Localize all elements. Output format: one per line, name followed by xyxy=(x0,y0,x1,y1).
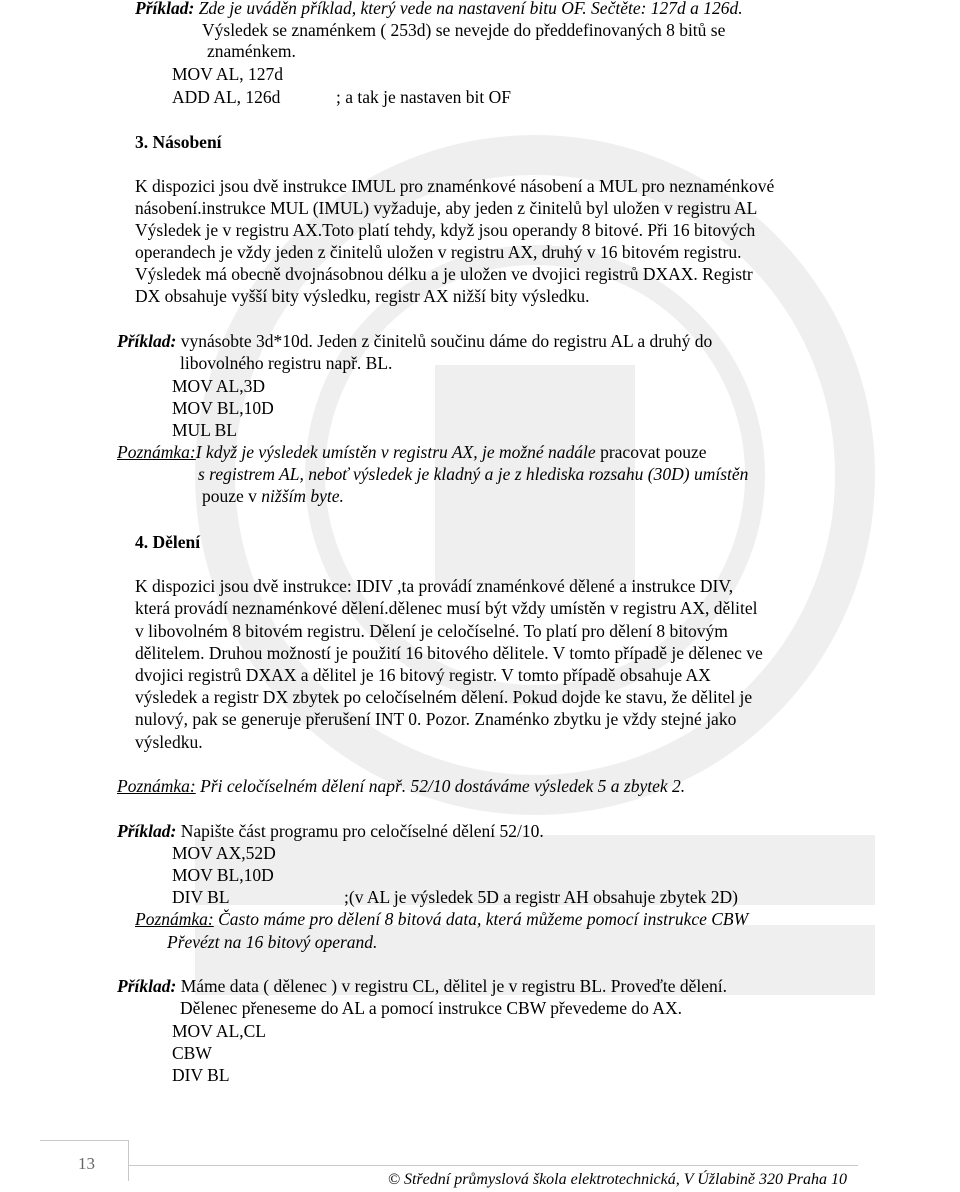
code-line: CBW xyxy=(172,1043,212,1063)
paragraph-line: K dispozici jsou dvě instrukce: IDIV ,ta provádí znaménkové dělené a instrukce DIV, xyxy=(135,576,734,596)
example-label: Příklad: xyxy=(117,331,177,351)
example1-line1 xyxy=(135,0,845,18)
example-label: Příklad: xyxy=(117,976,177,996)
example2-line1 xyxy=(117,333,712,351)
example2-text: vynásobte 3d*10d. Jeden z činitelů součinu dáme do registru AL a druhý do xyxy=(180,331,713,351)
paragraph-line: dvojici registrů DXAX a dělitel je 16 bitový registr. V tomto případě obsahuje AX xyxy=(135,665,711,685)
code-comment: ;(v AL je výsledek 5D a registr AH obsahuje zbytek 2D) xyxy=(344,887,738,907)
note-line2: s registrem AL, neboť výsledek je kladný a je z hlediska rozsahu (30D) umístěn xyxy=(198,464,749,484)
paragraph-line: K dispozici jsou dvě instrukce IMUL pro znaménkové násobení a MUL pro neznaménkové xyxy=(135,176,775,196)
section-heading-multiplication: 3. Násobení xyxy=(135,132,222,152)
code-line: MOV AX,52D xyxy=(172,843,276,863)
note-text-italic: nižším byte. xyxy=(261,486,344,506)
paragraph-line: výsledku. xyxy=(135,732,203,752)
example3-line1 xyxy=(117,823,544,841)
code-comment: ; a tak je nastaven bit OF xyxy=(336,87,511,107)
example4-text: Máme data ( dělenec ) v registru CL, dělitel je v registru BL. Proveďte dělení. xyxy=(180,976,728,996)
note-line1 xyxy=(135,911,748,929)
example2-line2: libovolného registru např. BL. xyxy=(180,353,393,373)
paragraph-line: operandech je vždy jeden z činitelů uložen v registru AX, druhý v 16 bitovém registru. xyxy=(135,242,742,262)
paragraph-line: Výsledek je v registru AX.Toto platí tehdy, když jsou operandy 8 bitové. Při 16 bitových xyxy=(135,220,756,240)
code-line: MOV BL,10D xyxy=(172,865,274,885)
note-line1 xyxy=(117,444,706,462)
example1-text-b: Sečtěte: 127d a 126d. xyxy=(591,0,743,18)
note-text-italic: I když je výsledek umístěn v registru AX, je možné nadále xyxy=(195,442,596,462)
note-text-regular: pracovat pouze xyxy=(600,442,707,462)
division-note xyxy=(117,778,685,796)
note-label: Poznámka: xyxy=(117,442,196,462)
paragraph-line: v libovolném 8 bitovém registru. Dělení je celočíselné. To platí pro dělení 8 bitovým xyxy=(135,621,728,641)
code-line: MOV AL,3D xyxy=(172,376,266,396)
example1-text-a: Zde je uváděn příklad, který vede na nastavení bitu OF. xyxy=(198,0,587,18)
note-text-regular: pouze v xyxy=(202,486,257,506)
paragraph-line: násobení.instrukce MUL (IMUL) vyžaduje, aby jeden z činitelů byl uložen v registru AL xyxy=(135,198,758,218)
paragraph-line: DX obsahuje vyšší bity výsledku, registr AX nižší bity výsledku. xyxy=(135,286,590,306)
example-label: Příklad: xyxy=(117,821,177,841)
example4-line2: Dělenec přeneseme do AL a pomocí instrukce CBW převedeme do AX. xyxy=(180,998,682,1018)
paragraph-line: která provádí neznaménkové dělení.dělenec musí být vždy umístěn v registru AX, dělitel xyxy=(135,598,758,618)
code-line: MOV BL,10D xyxy=(172,398,274,418)
note-text: Při celočíselném dělení např. 52/10 dostáváme výsledek 5 a zbytek 2. xyxy=(200,776,686,796)
footer-copyright: © Střední průmyslová škola elektrotechnická, V Úžlabině 320 Praha 10 xyxy=(387,1171,847,1188)
example1-line2: Výsledek se znaménkem ( 253d) se nevejde do předdefinovaných 8 bitů se xyxy=(202,20,726,40)
note-label: Poznámka: xyxy=(135,909,214,929)
page-number: 13 xyxy=(78,1154,95,1173)
note-line2: Převézt na 16 bitový operand. xyxy=(167,932,378,952)
paragraph-line: nulový, pak se generuje přerušení INT 0. Pozor. Znaménko zbytku je vždy stejné jako xyxy=(135,709,737,729)
paragraph-line: Výsledek má obecně dvojnásobnou délku a je uložen ve dvojici registrů DXAX. Registr xyxy=(135,264,753,284)
code-line: DIV BL xyxy=(172,1065,230,1085)
footer-divider xyxy=(128,1165,858,1166)
code-line: MOV AL, 127d xyxy=(172,64,284,84)
example1-line3: znaménkem. xyxy=(207,41,296,61)
code-line: MUL BL xyxy=(172,420,237,440)
note-line3 xyxy=(202,488,344,506)
note-label: Poznámka: xyxy=(117,776,196,796)
example-label: Příklad: xyxy=(135,0,195,18)
paragraph-line: výsledek a registr DX zbytek po celočíselném dělení. Pokud dojde ke stavu, že dělitel je xyxy=(135,687,753,707)
code-line: ADD AL, 126d xyxy=(172,87,281,107)
code-line: MOV AL,CL xyxy=(172,1021,266,1041)
code-line: DIV BL xyxy=(172,887,230,907)
example4-line1 xyxy=(117,978,727,996)
section-heading-division: 4. Dělení xyxy=(135,532,201,552)
example3-text: Napište část programu pro celočíselné dělení 52/10. xyxy=(180,821,544,841)
note-text: Často máme pro dělení 8 bitová data, která můžeme pomocí instrukce CBW xyxy=(218,909,749,929)
paragraph-line: dělitelem. Druhou možností je použití 16 bitového dělitele. V tomto případě je dělenec ve xyxy=(135,643,763,663)
